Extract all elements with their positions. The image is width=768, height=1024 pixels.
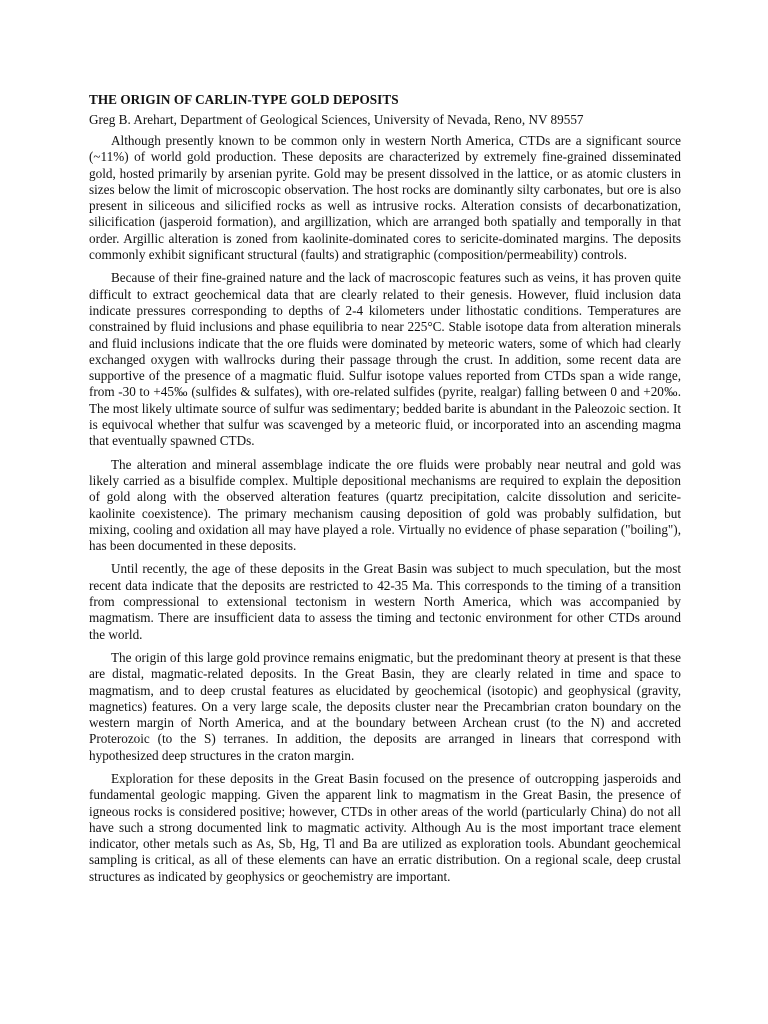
paragraph-3: The alteration and mineral assemblage indicate the ore fluids were probably near neutral and gold was likely carried as a bisulfide complex. Multiple depositional mechanisms are required to explain the deposition of gold along with the observed alteration features (quartz precipitation, calcite dissolution and sericite-kaolinite coexistence). The primary mechanism causing deposition of gold was probably sulfidation, but mixing, cooling and oxidation all may have played a role. Virtually no evidence of phase separation ("boiling"), has been documented in these deposits. — [89, 456, 681, 554]
paragraph-2: Because of their fine-grained nature and the lack of macroscopic features such as veins, it has proven quite difficult to extract geochemical data that are clearly related to their genesis. However, fluid inclusion data indicate pressures corresponding to depths of 2-4 kilometers under lithostatic conditions. Temperatures are constrained by fluid inclusions and phase equilibria to near 225°C. Stable isotope data from alteration minerals and fluid inclusions indicate that the ore fluids were dominated by meteoric waters, some of which had clearly exchanged oxygen with wallrocks during their passage through the crust. In addition, some recent data are supportive of the presence of a magmatic fluid. Sulfur isotope values reported from CTDs span a wide range, from -30 to +45‰ (sulfides & sulfates), with ore-related sulfides (pyrite, realgar) falling between 0 and +20‰. The most likely ultimate source of sulfur was sedimentary; bedded barite is abundant in the Paleozoic section. It is equivocal whether that sulfur was scavenged by a meteoric fluid, or incorporated into an ascending magma that eventually spawned CTDs. — [89, 270, 681, 449]
paragraph-4: Until recently, the age of these deposits in the Great Basin was subject to much speculation, but the most recent data indicate that the deposits are restricted to 42-35 Ma. This corresponds to the timing of a transition from compressional to extensional tectonism in western North America, which was accompanied by magmatism. There are insufficient data to assess the timing and tectonic environment for other CTDs around the world. — [89, 561, 681, 642]
paragraph-1: Although presently known to be common only in western North America, CTDs are a significant source (~11%) of world gold production. These deposits are characterized by extremely fine-grained disseminated gold, hosted primarily by arsenian pyrite. Gold may be present dissolved in the lattice, or as atomic clusters in sizes below the limit of microscopic observation. The host rocks are dominantly silty carbonates, but ore is also present in siliceous and silicified rocks as well as intrusive rocks. Alteration consists of decarbonatization, silicification (jasperoid formation), and argillization, which are arranged both spatially and temporally in that order. Argillic alteration is zoned from kaolinite-dominated cores to sericite-dominated margins. The deposits commonly exhibit significant structural (faults) and stratigraphic (composition/permeability) controls. — [89, 133, 681, 263]
document-title: THE ORIGIN OF CARLIN-TYPE GOLD DEPOSITS — [89, 92, 399, 107]
paragraph-5: The origin of this large gold province remains enigmatic, but the predominant theory at present is that these are distal, magmatic-related deposits. In the Great Basin, they are clearly related in time and space to magmatism, and to deep crustal features as elucidated by geochemical (isotopic) and geophysical (gravity, magnetics) features. On a very large scale, the deposits cluster near the Precambrian craton boundary on the western margin of North America, and at the boundary between Archean crust (to the N) and accreted Proterozoic (to the S) terranes. In addition, the deposits are arranged in linears that correspond with hypothesized deep structures in the craton margin. — [89, 649, 681, 763]
paragraph-6: Exploration for these deposits in the Great Basin focused on the presence of outcropping jasperoids and fundamental geologic mapping. Given the apparent link to magmatism in the Great Basin, the presence of igneous rocks is considered positive; however, CTDs in other areas of the world (particularly China) do not all have such a strong documented link to magmatic activity. Although Au is the most important trace element indicator, other metals such as As, Sb, Hg, Tl and Ba are utilized as exploration tools. Abundant geochemical sampling is critical, as all of these elements can have an erratic distribution. On a regional scale, deep crustal structures as indicated by geophysics or geochemistry are important. — [89, 770, 681, 884]
author-affiliation: Greg B. Arehart, Department of Geological Sciences, University of Nevada, Reno, NV 89557 — [89, 112, 584, 127]
